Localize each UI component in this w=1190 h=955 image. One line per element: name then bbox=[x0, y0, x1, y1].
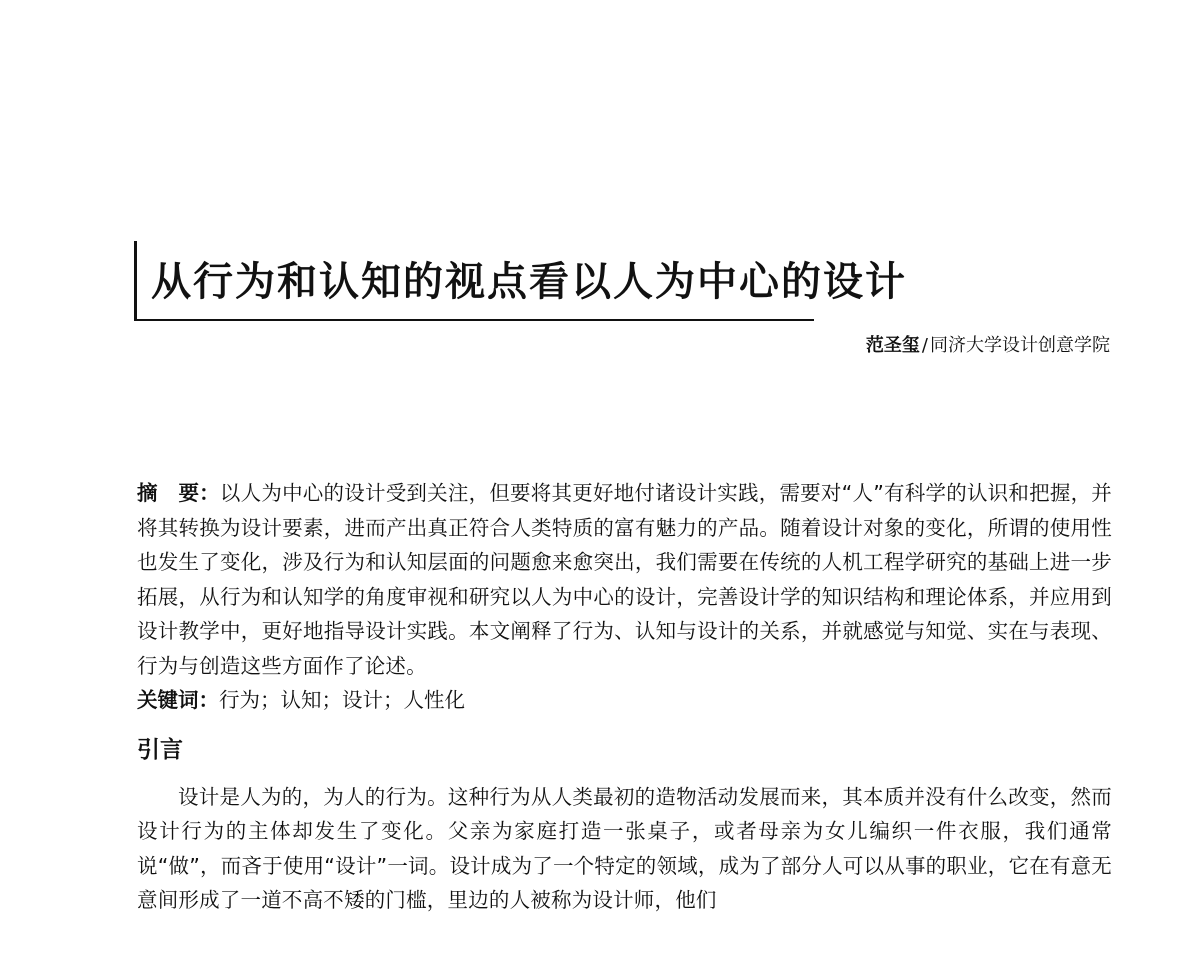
introduction-paragraph: 设计是人为的，为人的行为。这种行为从人类最初的造物活动发展而来，其本质并没有什么改变，然而设计行为的主体却发生了变化。父亲为家庭打造一张桌子，或者母亲为女儿编织一件衣服，我们通常说“做”，而吝于使用“设计”一词。设计成为了一个特定的领域，成为了部分人可以从事的职业，它在有意无意间形成了一道不高不矮的门槛，里边的人被称为设计师，他们 bbox=[137, 784, 1112, 912]
title-block bbox=[134, 241, 907, 321]
byline-separator: / bbox=[921, 335, 928, 356]
byline bbox=[866, 333, 1110, 359]
article-body bbox=[137, 476, 1112, 918]
keywords bbox=[137, 683, 1112, 718]
author-name: 范圣玺 bbox=[865, 335, 920, 356]
author-affiliation: 同济大学设计创意学院 bbox=[930, 335, 1110, 356]
abstract bbox=[137, 476, 1112, 683]
section-heading-introduction: 引言 bbox=[137, 736, 183, 763]
article-title: 从行为和认知的视点看以人为中心的设计 bbox=[151, 259, 907, 305]
abstract-text: 以人为中心的设计受到关注，但要将其更好地付诸设计实践，需要对“人”有科学的认识和把握，并将其转换为设计要素，进而产出真正符合人类特质的富有魅力的产品。随着设计对象的变化，所谓的使用性也发生了变化，涉及行为和认知层面的问题愈来愈突出，我们需要在传统的人机工程学研究的基础上进一步拓展，从行为和认知学的角度审视和研究以人为中心的设计，完善设计学的知识结构和理论体系，并应用到设计教学中，更好地指导设计实践。本文阐释了行为、认知与设计的关系，并就感觉与知觉、实在与表现、行为与创造这些方面作了论述。 bbox=[137, 481, 1112, 678]
abstract-label: 摘 要： bbox=[137, 481, 220, 505]
keywords-label: 关键词： bbox=[137, 688, 219, 712]
keywords-text: 行为；认知；设计；人性化 bbox=[219, 688, 465, 712]
